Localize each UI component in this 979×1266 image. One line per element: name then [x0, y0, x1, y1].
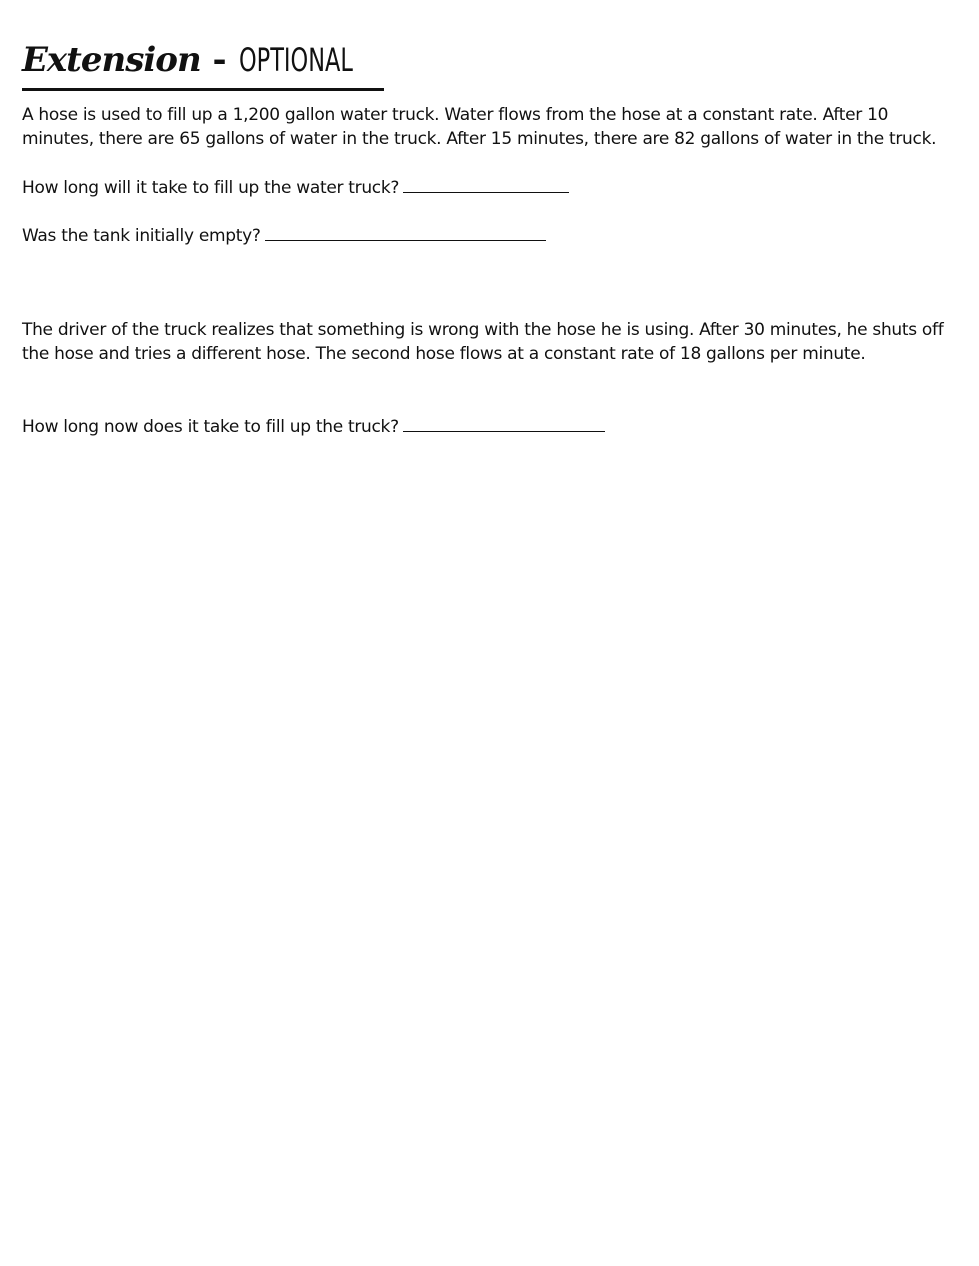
- question-initially-empty: [22, 223, 957, 248]
- answer-blank-initially-empty[interactable]: [265, 223, 546, 241]
- question-fill-time-label: How long will it take to fill up the water truck?: [22, 178, 400, 198]
- title-separator: -: [200, 40, 239, 80]
- question-initially-empty-label: Was the tank initially empty?: [22, 226, 261, 246]
- follow-up-scenario: The driver of the truck realizes that something is wrong with the hose he is using. After 30 minutes, he shuts off the hose and tries a different hose. The second hose flows at a constant rate of 18 gallons per minute.: [22, 320, 944, 364]
- answer-blank-fill-time[interactable]: [403, 175, 569, 193]
- question-new-fill-time: [22, 414, 957, 439]
- title-optional: OPTIONAL: [238, 41, 353, 79]
- answer-blank-new-fill-time[interactable]: [403, 414, 605, 432]
- problem-intro: A hose is used to fill up a 1,200 gallon water truck. Water flows from the hose at a constant rate. After 10 minutes, there are 65 gallons of water in the truck. After 15 minutes, there are 82 gallons of water in the truck.: [22, 105, 937, 149]
- page-title: [22, 38, 384, 91]
- question-new-fill-time-label: How long now does it take to fill up the truck?: [22, 417, 399, 437]
- question-fill-time: [22, 175, 957, 200]
- title-main: Extension: [22, 40, 201, 80]
